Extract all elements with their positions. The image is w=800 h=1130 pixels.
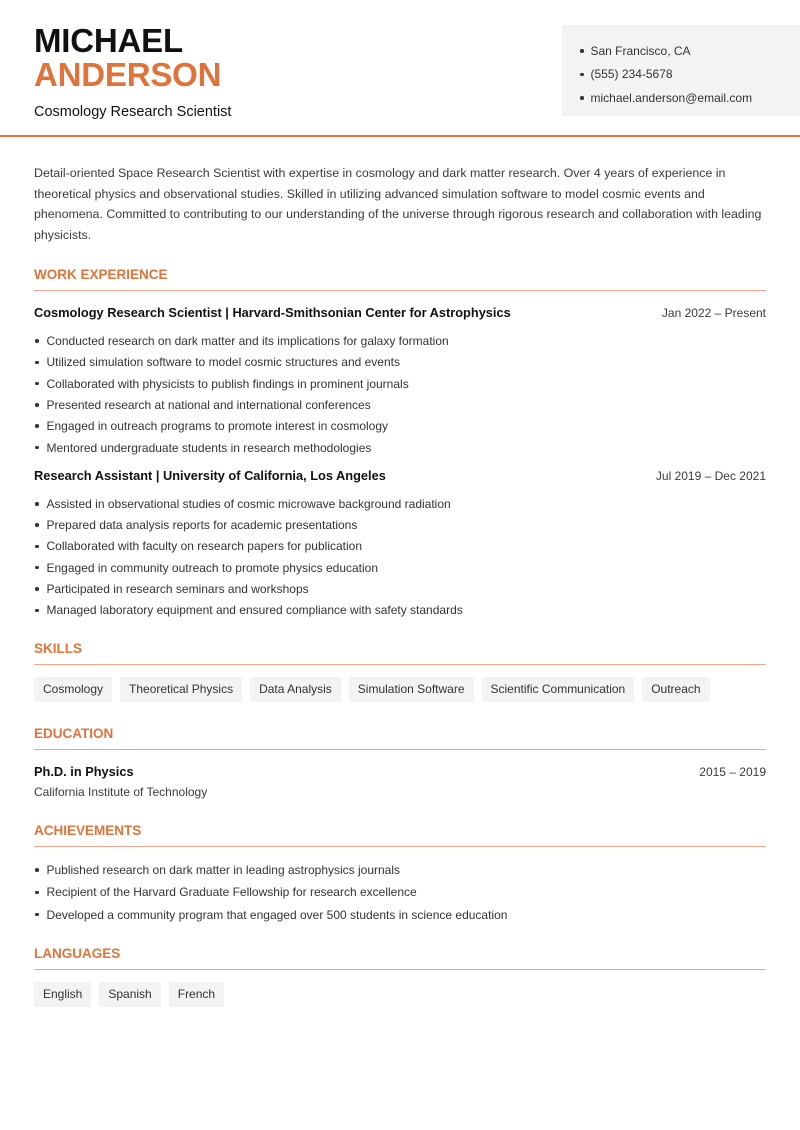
list-item (34, 536, 766, 557)
achievement-text: Recipient of the Harvard Graduate Fellowship for research excellence (46, 885, 417, 900)
summary: Detail-oriented Space Research Scientist with expertise in cosmology and dark matter research. Over 4 years of experience in theoretical physics and observational studies. Skilled in utilizing advanced simulation software to model cosmic events and phenomena. Committed to contributing to our understanding of the universe through rigorous research and collaboration with leading physicists. (34, 166, 762, 242)
bullet-text: Managed laboratory equipment and ensured compliance with safety standards (46, 603, 463, 618)
bullet-icon (35, 868, 39, 872)
bullet-text: Prepared data analysis reports for academic presentations (46, 518, 358, 533)
bullet-icon (35, 339, 39, 343)
education-entry (34, 764, 766, 799)
language-tag: Spanish (99, 982, 160, 1007)
name-block (34, 24, 231, 120)
school-name: California Institute of Technology (34, 784, 208, 799)
achievement-text: Published research on dark matter in leading astrophysics journals (46, 863, 401, 878)
skills-tags (34, 677, 766, 702)
bullet-icon (35, 609, 39, 613)
contact-box (562, 25, 800, 116)
job-role: Research Assistant | University of California, Los Angeles (34, 468, 386, 484)
bullet-icon (35, 913, 39, 917)
language-tag: French (169, 982, 224, 1007)
bullet-text: Engaged in community outreach to promote physics education (46, 560, 379, 575)
job-dates: Jul 2019 – Dec 2021 (655, 469, 766, 484)
bullet-text: Presented research at national and international conferences (46, 397, 371, 412)
bullet-text: Collaborated with faculty on research papers for publication (46, 539, 363, 554)
job-header (34, 468, 766, 488)
phone-text: (555) 234-5678 (590, 67, 673, 82)
job-bullets (34, 330, 766, 458)
job-header (34, 305, 766, 325)
section-title-skills: SKILLS (34, 641, 766, 665)
skill-tag: Data Analysis (250, 677, 341, 702)
list-item (34, 859, 766, 881)
list-item (34, 394, 766, 415)
bullet-icon (580, 73, 584, 77)
list-item (34, 416, 766, 437)
bullet-text: Assisted in observational studies of cosmic microwave background radiation (46, 496, 451, 511)
section-title-languages: LANGUAGES (34, 946, 766, 970)
list-item (34, 514, 766, 535)
bullet-icon (35, 891, 39, 895)
bullet-icon (35, 424, 39, 428)
bullet-icon (580, 96, 584, 100)
section-title-work-experience: WORK EXPERIENCE (34, 267, 766, 291)
bullet-icon (35, 523, 39, 527)
bullet-icon (35, 446, 39, 450)
job-dates: Jan 2022 – Present (661, 306, 766, 321)
bullet-icon (35, 566, 39, 570)
last-name: ANDERSON (34, 56, 222, 93)
list-item (34, 493, 766, 514)
bullet-text: Mentored undergraduate students in research methodologies (46, 440, 372, 455)
job-entry (34, 305, 766, 458)
bullet-text: Participated in research seminars and workshops (46, 581, 309, 596)
job-bullets (34, 493, 766, 621)
list-item (34, 557, 766, 578)
bullet-icon (35, 545, 39, 549)
list-item (34, 904, 766, 926)
list-item (34, 578, 766, 599)
language-tag: English (34, 982, 91, 1007)
skill-tag: Theoretical Physics (120, 677, 242, 702)
bullet-text: Conducted research on dark matter and its implications for galaxy formation (46, 334, 449, 349)
job-title: Cosmology Research Scientist (34, 104, 232, 120)
contact-phone (580, 63, 800, 87)
bullet-icon (35, 587, 39, 591)
bullet-icon (35, 502, 39, 506)
skill-tag: Outreach (642, 677, 709, 702)
job-entry (34, 468, 766, 621)
education-header (34, 764, 766, 784)
section-title-education: EDUCATION (34, 726, 766, 750)
list-item (34, 373, 766, 394)
bullet-text: Collaborated with physicists to publish findings in prominent journals (46, 376, 409, 391)
email-text: michael.anderson@email.com (590, 90, 753, 105)
list-item (34, 600, 766, 621)
contact-location (580, 39, 800, 63)
bullet-icon (35, 361, 39, 365)
education-dates: 2015 – 2019 (699, 764, 766, 779)
bullet-icon (580, 49, 584, 53)
list-item (34, 352, 766, 373)
bullet-icon (35, 382, 39, 386)
list-item (34, 330, 766, 351)
resume-body (0, 163, 800, 1007)
location-text: San Francisco, CA (590, 43, 691, 58)
list-item (34, 881, 766, 903)
bullet-icon (35, 403, 39, 407)
contact-email (580, 86, 800, 110)
achievements-list (34, 859, 766, 926)
bullet-text: Engaged in outreach programs to promote interest in cosmology (46, 419, 389, 434)
skill-tag: Simulation Software (349, 677, 474, 702)
degree: Ph.D. in Physics (34, 763, 134, 779)
bullet-text: Utilized simulation software to model cosmic structures and events (46, 355, 400, 370)
section-title-achievements: ACHIEVEMENTS (34, 823, 766, 847)
list-item (34, 437, 766, 458)
language-tags (34, 982, 766, 1007)
achievement-text: Developed a community program that engaged over 500 students in science education (46, 907, 508, 922)
resume-header (0, 0, 800, 137)
first-name: MICHAEL (34, 22, 183, 59)
job-role: Cosmology Research Scientist | Harvard-Smithsonian Center for Astrophysics (34, 305, 511, 321)
skill-tag: Scientific Communication (482, 677, 635, 702)
skill-tag: Cosmology (34, 677, 112, 702)
